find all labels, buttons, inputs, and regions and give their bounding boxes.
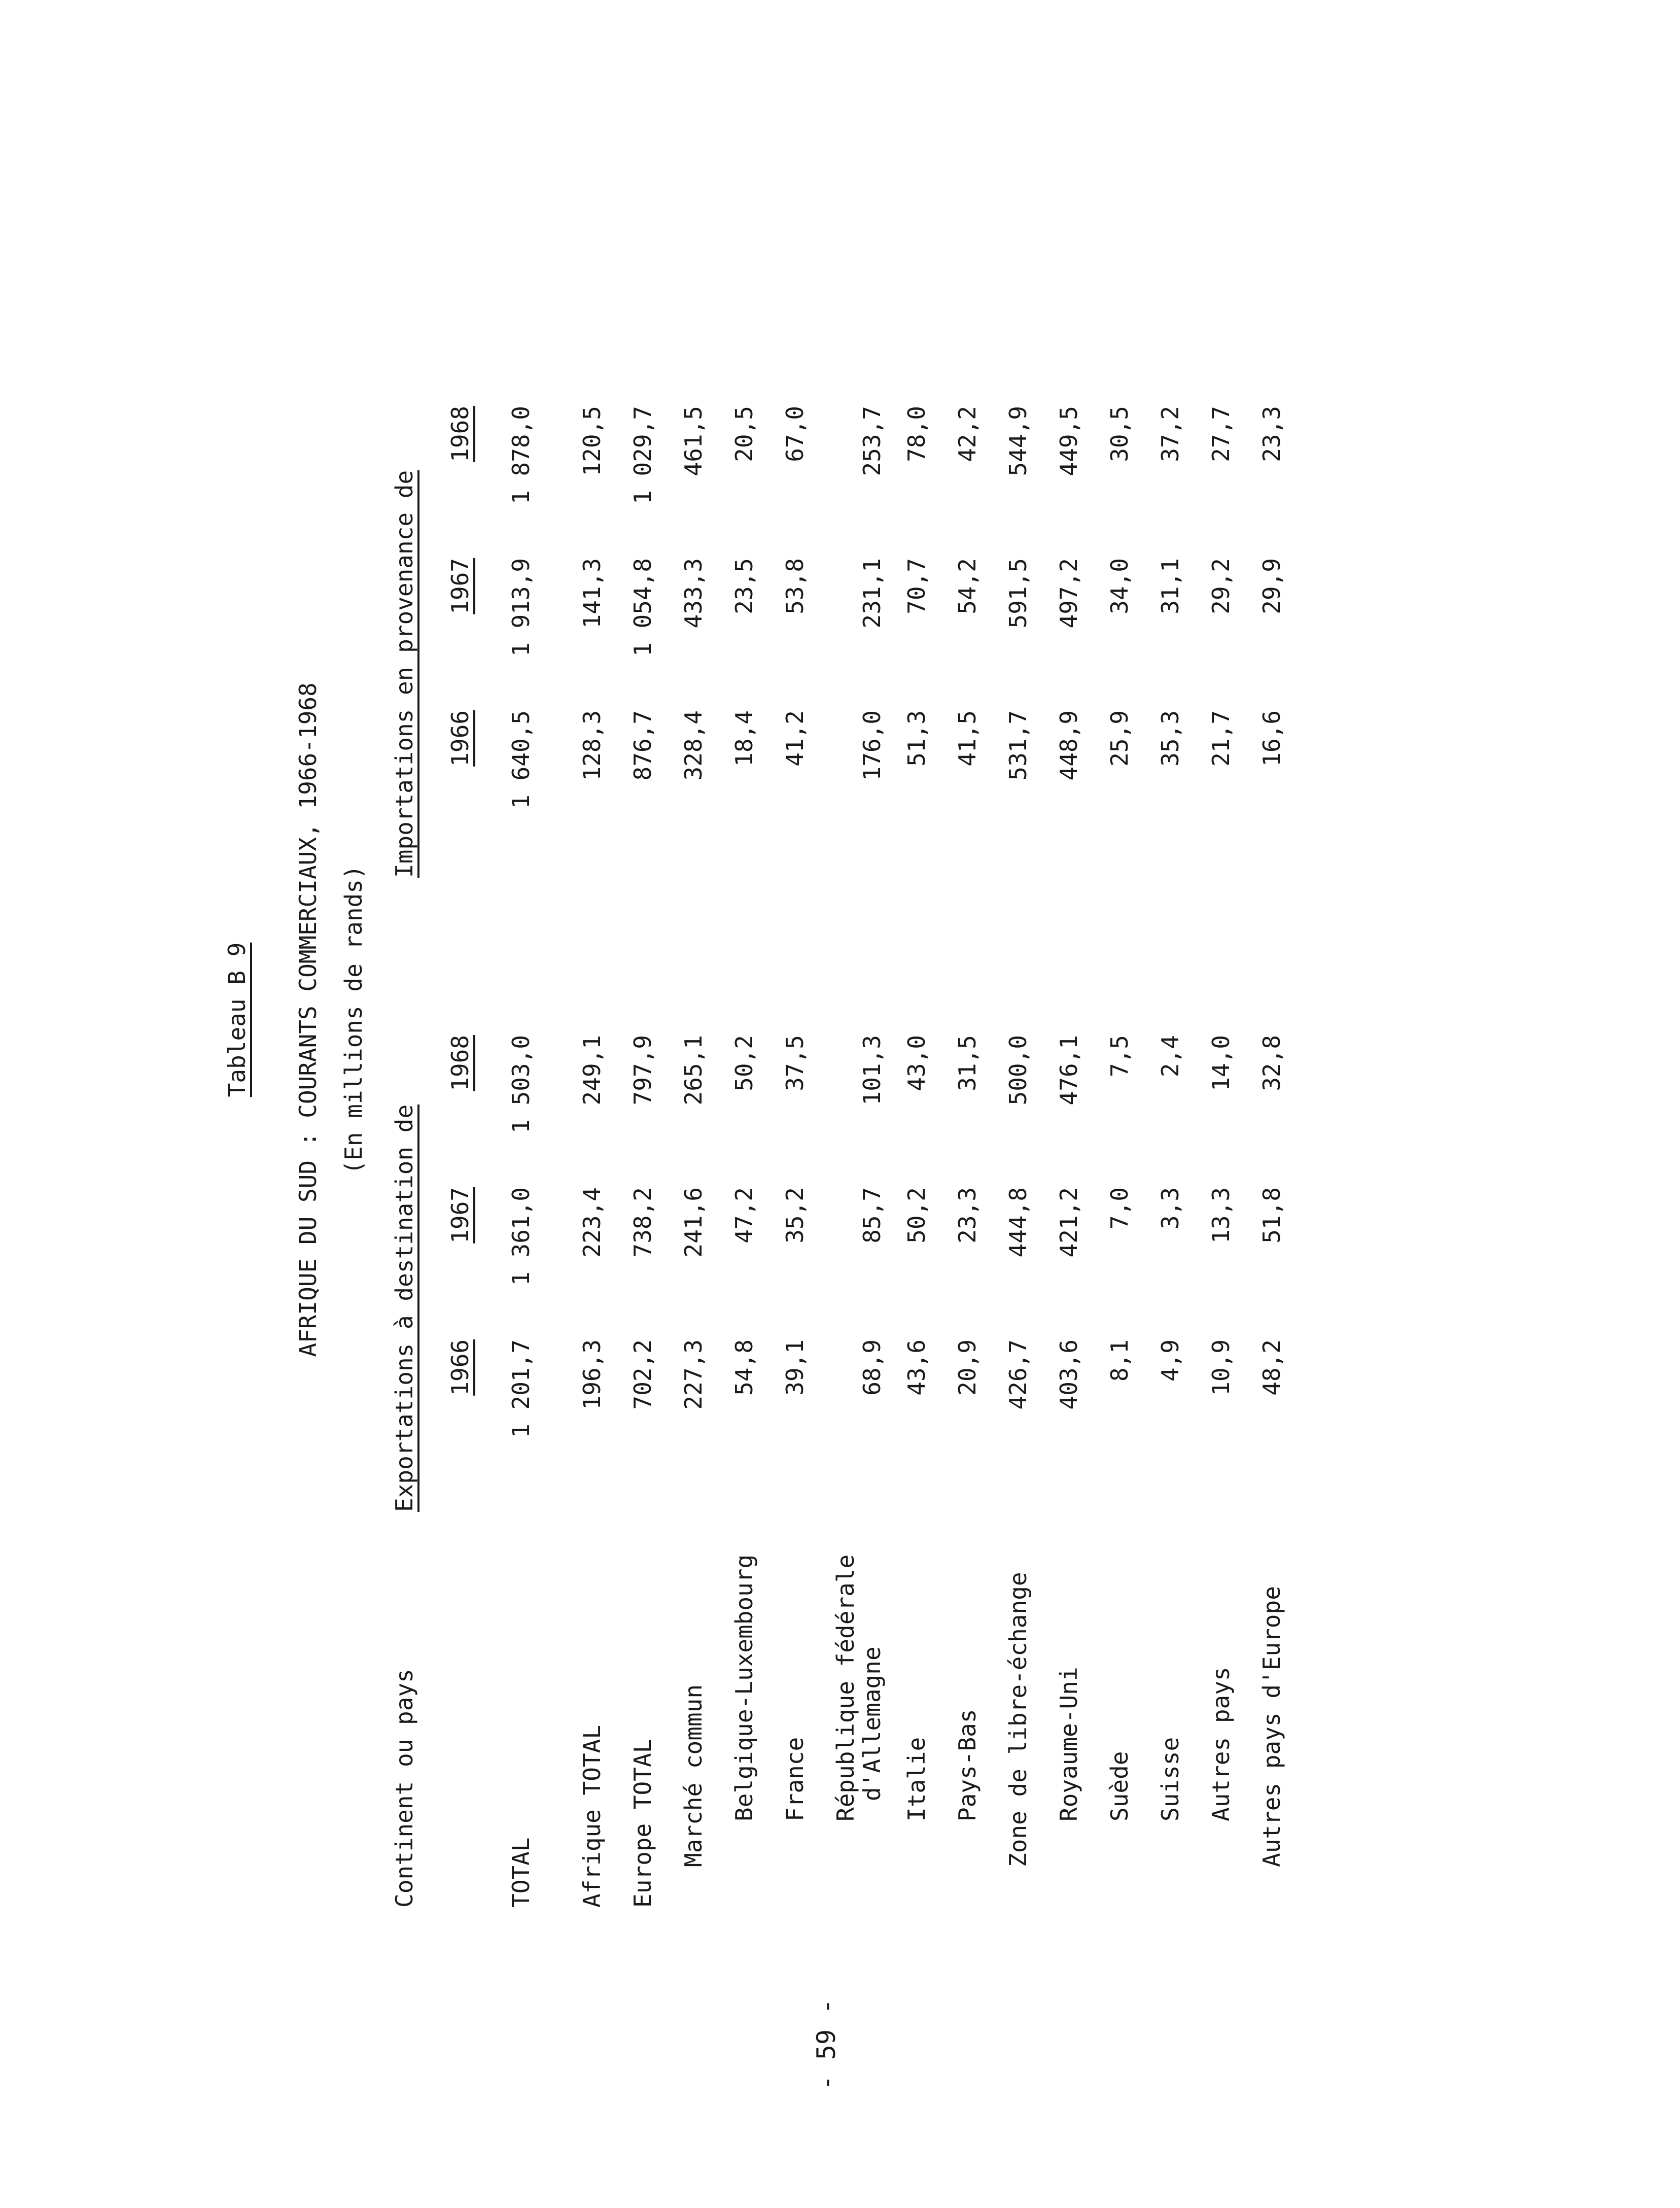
table-cell: 51,8 xyxy=(1258,1187,1285,1244)
table-cell: 196,3 xyxy=(578,1339,606,1410)
table-cell: 461,5 xyxy=(680,406,707,476)
row-label: Autres pays d'Europe xyxy=(1258,1586,1285,1867)
table-cell: 8,1 xyxy=(1106,1339,1133,1382)
table-cell: 876,7 xyxy=(629,710,656,781)
row-label: Zone de libre-échange xyxy=(1004,1572,1032,1867)
table-cell: 20,5 xyxy=(730,406,758,462)
table-cell: 591,5 xyxy=(1004,558,1032,629)
table-cell: 227,3 xyxy=(680,1339,707,1410)
row-label: Suède xyxy=(1106,1751,1133,1821)
table-cell: 43,6 xyxy=(903,1339,930,1396)
table-cell: 35,3 xyxy=(1157,710,1184,767)
table-cell: 68,9 xyxy=(858,1339,886,1396)
table-cell: 141,3 xyxy=(578,558,606,629)
table-cell: 85,7 xyxy=(858,1187,886,1244)
table-cell: 14,0 xyxy=(1207,1035,1235,1091)
table-cell: 426,7 xyxy=(1004,1339,1032,1410)
table-unit: (En millions de rands) xyxy=(340,865,367,1175)
table-cell: 128,3 xyxy=(578,710,606,781)
table-cell: 42,2 xyxy=(954,406,981,462)
table-cell: 50,2 xyxy=(903,1187,930,1244)
table-cell: 54,8 xyxy=(730,1339,758,1396)
table-title: AFRIQUE DU SUD : COURANTS COMMERCIAUX, 1966-1968 xyxy=(294,682,322,1357)
row-label: République fédérale xyxy=(832,1554,859,1821)
table-cell: 18,4 xyxy=(730,710,758,767)
table-cell: 497,2 xyxy=(1055,558,1082,629)
table-cell: 39,1 xyxy=(781,1339,809,1396)
table-cell: 23,3 xyxy=(954,1187,981,1244)
table-cell: 1 201,7 xyxy=(507,1339,535,1438)
year-header: 1966 xyxy=(446,710,474,767)
table-cell: 101,3 xyxy=(858,1035,886,1106)
table-cell: 78,0 xyxy=(903,406,930,462)
table-cell: 67,0 xyxy=(781,406,809,462)
table-cell: 1 361,0 xyxy=(507,1187,535,1286)
row-header: Continent ou pays xyxy=(391,1669,418,1908)
table-cell: 31,5 xyxy=(954,1035,981,1091)
table-cell: 21,7 xyxy=(1207,710,1235,767)
page-number: - 59 - xyxy=(812,1998,841,2091)
table-cell: 13,3 xyxy=(1207,1187,1235,1244)
table-cell: 120,5 xyxy=(578,406,606,476)
table-cell: 328,4 xyxy=(680,710,707,781)
row-label-continued: d'Allemagne xyxy=(858,1646,886,1801)
table-cell: 1 503,0 xyxy=(507,1035,535,1133)
table-cell: 176,0 xyxy=(858,710,886,781)
table-cell: 7,5 xyxy=(1106,1035,1133,1078)
table-cell: 27,7 xyxy=(1207,406,1235,462)
table-cell: 1 640,5 xyxy=(507,710,535,809)
table-cell: 29,9 xyxy=(1258,558,1285,614)
table-cell: 32,8 xyxy=(1258,1035,1285,1091)
table-cell: 20,9 xyxy=(954,1339,981,1396)
table-cell: 403,6 xyxy=(1055,1339,1082,1410)
table-cell: 531,7 xyxy=(1004,710,1032,781)
table-cell: 738,2 xyxy=(629,1187,656,1258)
row-label: Autres pays xyxy=(1207,1667,1235,1821)
table-cell: 223,4 xyxy=(578,1187,606,1258)
year-header: 1967 xyxy=(446,1187,474,1244)
table-cell: 1 878,0 xyxy=(507,406,535,504)
table-cell: 449,5 xyxy=(1055,406,1082,476)
table-cell: 7,0 xyxy=(1106,1187,1133,1230)
year-header: 1968 xyxy=(446,1035,474,1091)
year-header: 1967 xyxy=(446,558,474,614)
table-cell: 53,8 xyxy=(781,558,809,614)
table-cell: 3,3 xyxy=(1157,1187,1184,1230)
table-cell: 31,1 xyxy=(1157,558,1184,614)
table-cell: 29,2 xyxy=(1207,558,1235,614)
table-cell: 1 913,9 xyxy=(507,558,535,657)
table-cell: 54,2 xyxy=(954,558,981,614)
table-cell: 16,6 xyxy=(1258,710,1285,767)
table-cell: 23,3 xyxy=(1258,406,1285,462)
row-label: Italie xyxy=(903,1737,930,1821)
table-cell: 2,4 xyxy=(1157,1035,1184,1078)
table-cell: 421,2 xyxy=(1055,1187,1082,1258)
row-label: France xyxy=(781,1737,809,1821)
table-cell: 448,9 xyxy=(1055,710,1082,781)
table-cell: 433,3 xyxy=(680,558,707,629)
row-label: Belgique-Luxembourg xyxy=(730,1554,758,1821)
table-cell: 37,5 xyxy=(781,1035,809,1091)
rotated-table-sheet xyxy=(223,132,1285,1908)
table-cell: 41,5 xyxy=(954,710,981,767)
table-cell: 50,2 xyxy=(730,1035,758,1091)
table-cell: 241,6 xyxy=(680,1187,707,1258)
table-cell: 43,0 xyxy=(903,1035,930,1091)
row-label: Royaume-Uni xyxy=(1055,1667,1082,1821)
row-label: Marché commun xyxy=(680,1684,707,1867)
table-label: Tableau B 9 xyxy=(223,942,251,1097)
year-header: 1966 xyxy=(446,1339,474,1396)
table-cell: 1 054,8 xyxy=(629,558,656,657)
table-cell: 30,5 xyxy=(1106,406,1133,462)
imports-group-header: Importations en provenance de xyxy=(391,470,418,878)
table-cell: 231,1 xyxy=(858,558,886,629)
table-cell: 544,9 xyxy=(1004,406,1032,476)
table-cell: 23,5 xyxy=(730,558,758,614)
table-cell: 34,0 xyxy=(1106,558,1133,614)
table-cell: 48,2 xyxy=(1258,1339,1285,1396)
table-cell: 500,0 xyxy=(1004,1035,1032,1106)
table-cell: 265,1 xyxy=(680,1035,707,1106)
table-cell: 4,9 xyxy=(1157,1339,1184,1382)
table-cell: 249,1 xyxy=(578,1035,606,1106)
table-cell: 253,7 xyxy=(858,406,886,476)
table-cell: 25,9 xyxy=(1106,710,1133,767)
row-label: Europe TOTAL xyxy=(629,1739,656,1908)
table-cell: 444,8 xyxy=(1004,1187,1032,1258)
table-cell: 47,2 xyxy=(730,1187,758,1244)
row-label: Afrique TOTAL xyxy=(578,1724,606,1908)
row-label: TOTAL xyxy=(507,1837,535,1908)
table-cell: 476,1 xyxy=(1055,1035,1082,1106)
table-cell: 41,2 xyxy=(781,710,809,767)
table-cell: 37,2 xyxy=(1157,406,1184,462)
table-cell: 51,3 xyxy=(903,710,930,767)
row-label: Pays-Bas xyxy=(954,1709,981,1821)
table-cell: 70,7 xyxy=(903,558,930,614)
table-cell: 702,2 xyxy=(629,1339,656,1410)
exports-group-header: Exportations à destination de xyxy=(391,1104,418,1512)
row-label: Suisse xyxy=(1157,1737,1184,1821)
table-cell: 1 029,7 xyxy=(629,406,656,504)
table-cell: 797,9 xyxy=(629,1035,656,1106)
table-cell: 10,9 xyxy=(1207,1339,1235,1396)
year-header: 1968 xyxy=(446,406,474,462)
table-cell: 35,2 xyxy=(781,1187,809,1244)
